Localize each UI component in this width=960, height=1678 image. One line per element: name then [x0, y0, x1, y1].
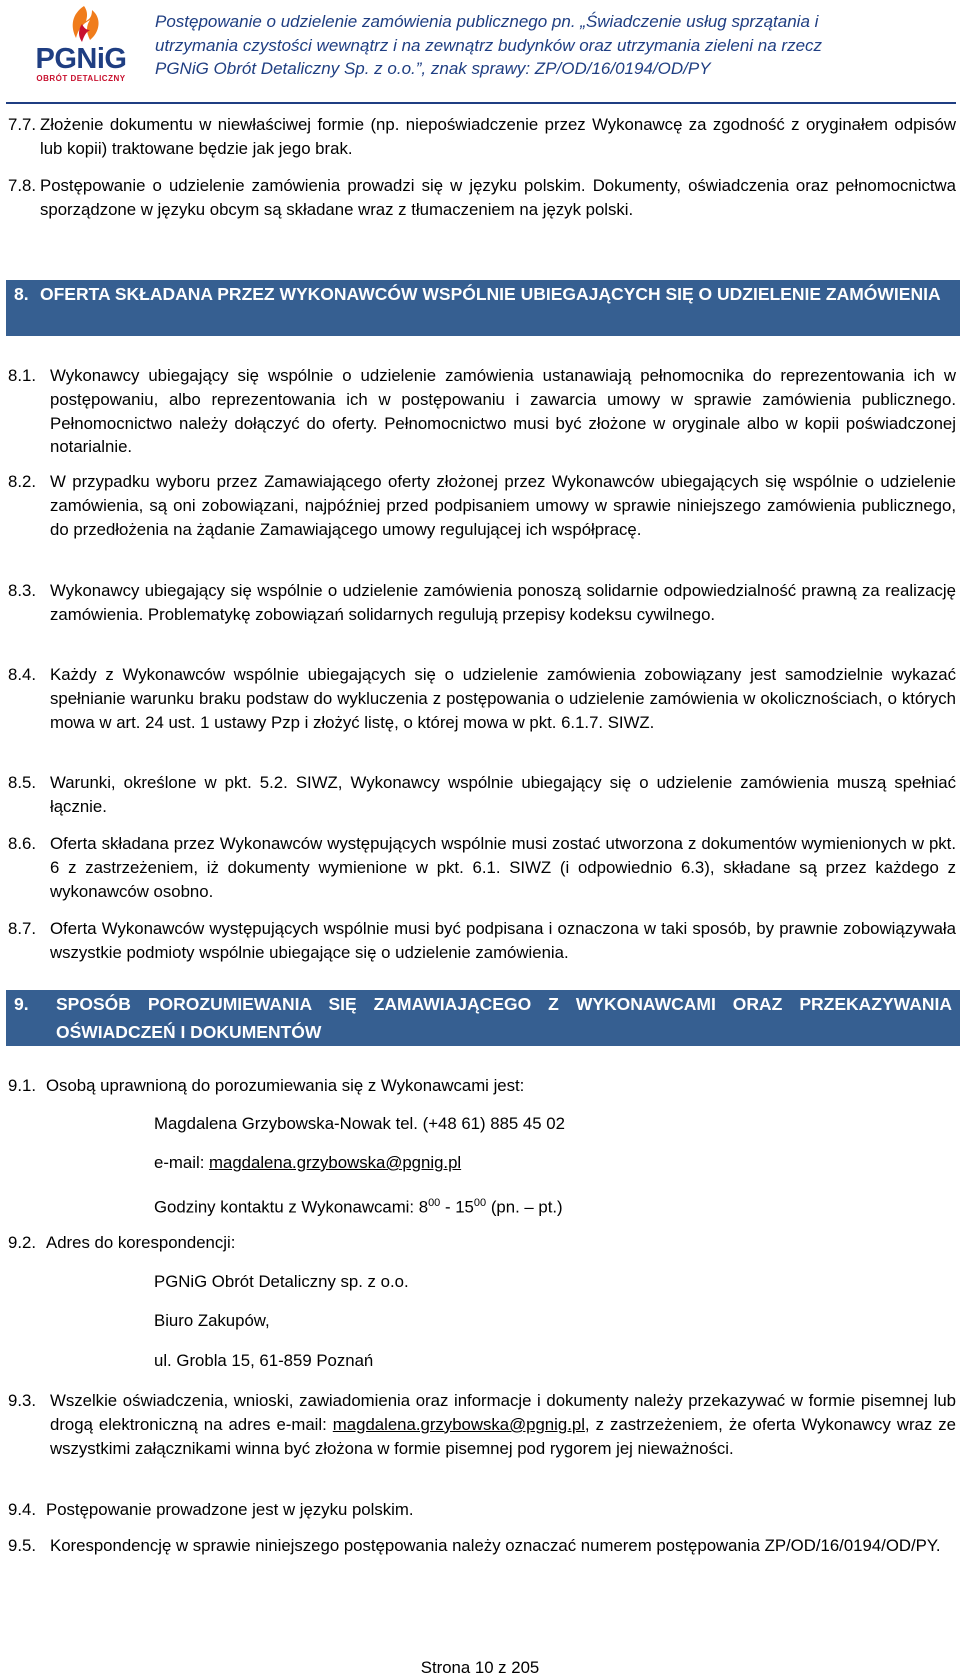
- header-line-1: Postępowanie o udzielenie zamówienia publicznego pn. „Świadczenie usług sprzątania i: [155, 12, 819, 31]
- paragraph-9-1-num: 9.1.: [8, 1076, 36, 1095]
- header-line-2: utrzymania czystości wewnątrz i na zewnątrz budynków oraz utrzymania zieleni na rzecz: [155, 35, 823, 55]
- logo-text: PGNiG: [35, 43, 127, 75]
- contact-name-phone: Magdalena Grzybowska-Nowak tel. (+48 61) 885 45 02: [154, 1114, 565, 1133]
- flame-icon: [62, 4, 106, 44]
- header-line-3: PGNiG Obrót Detaliczny Sp. z o.o.”, znak sprawy: ZP/OD/16/0194/OD/PY: [155, 59, 711, 78]
- correspondence-email-link[interactable]: magdalena.grzybowska@pgnig.pl: [332, 1414, 585, 1434]
- document-page: PGNiG OBRÓT DETALICZNY Postępowanie o udzielenie zamówienia publicznego pn. „Świadczenie usług sprzątania i utrzymania czystości wewnątrz i na zewnątrz budynków oraz utrzymania zieleni na rzecz PGNiG Obrót Detaliczny Sp. z o.o.”, znak sprawy: ZP/OD/16/0194/OD/PY 7.7. Złożenie dokumentu w niewłaściwej formie (np. niepoświadczenie przez Wykonawcę za zgodność z oryginałem odpisów lub kopii) traktowane będzie jak jego brak. 7.8. Postępowanie o udzielenie zamówienia prowadzi się w języku polskim. Dokumenty, oświadczenia oraz pełnomocnictwa sporządzone w języku obcym są składane wraz z tłumaczeniem na język polski. 8. OFERTA SKŁADANA PRZEZ WYKONAWCÓW WSPÓLNIE UBIEGAJĄCYCH SIĘ O UDZIELENIE ZAMÓWIENIA 8.1. Wykonawcy ubiegający się wspólnie o udzielenie zamówienia ustanawiają pełnomocnika do reprezentowania ich w postępowaniu, albo reprezentowania ich w postępowaniu i zawarcia umowy w sprawie zamówienia publicznego. Pełnomocnictwo należy dołączyć do oferty. Pełnomocnictwo musi być złożone w oryginale albo w kopii poświadczonej notarialnie. 8.2. W przypadku wyboru przez Zamawiającego oferty złożonej przez Wykonawców ubiegających się wspólnie o udzielenie zamówienia, są oni zobowiązani, najpóźniej przed podpisaniem umowy w sprawie niniejszego zamówienia publicznego, do przedłożenia na żądanie Zamawiającego umowy regulującej ich współpracę. 8.3. Wykonawcy ubiegający się wspólnie o udzielenie zamówienia ponoszą solidarnie odpowiedzialność prawną za realizację zamówienia. Problematykę zobowiązań solidarnych regulują przepisy kodeksu cywilnego. 8.4. Każdy z Wykonawców wspólnie ubiegających się o udzielenie zamówienia zobowiązany jest samodzielnie wykazać spełnianie warunku braku podstaw do wykluczenia z postępowania o udzielenie zamówienia w okolicznościach, o których mowa w art. 24 ust. 1 ustawy Pzp i złożyć listę, o której mowa w pkt. 6.1.7. SIWZ. 8.5. Warunki, określone w pkt. 5.2. SIWZ, Wykonawcy wspólnie ubiegający się o udzielenie zamówienia muszą spełniać łącznie. 8.6. Oferta składana przez Wykonawców występujących wspólnie musi zostać utworzona z dokumentów wymienionych w pkt. 6 z zastrzeżeniem, iż dokumenty wymienione w pkt. 6.1. SIWZ (i odpowiednio 6.3), składane są przez każdego z wykonawców osobno. 8.7. Oferta Wykonawców występujących wspólnie musi być podpisana i oznaczona w taki sposób, by prawnie zobowiązywała wszystkie podmioty wspólnie ubiegające się o udzielenie zamówienia. 9. SPOSÓB POROZUMIEWANIA SIĘ ZAMAWIAJĄCEGO Z WYKONAWCAMI ORAZ PRZEKAZYWANIA OŚWIADCZEŃ I DOKUMENTÓW 9.1. Osobą uprawnioną do porozumiewania się z Wykonawcami jest: Magdalena Grzybowska-Nowak tel. (+48 61) 885 45 02 e-mail: magdalena.grzybowska@pgnig.pl Godziny kontaktu z Wykonawcami: $8^{00} - 15^{00}$ (pn. – pt.) 9.2. Adres do korespondencji: PGNiG Obrót Detaliczny sp. z o.o. Biuro Zakupów, ul. Grobla 15, 61-859 Poznań 9.3. Wszelkie oświadczenia, wnioski, zawiadomienia oraz informacje i dokumenty należy przekazywać w formie pisemnej lub drogą elektroniczną na adres e-mail: magdalena.grzybowska@pgnig.pl, z zastrzeżeniem, że oferta Wykonawcy wraz ze wszystkimi załącznikami winna być złożona w formie pisemnej pod rygorem jej nieważności. 9.4. Postępowanie prowadzone jest w języku polskim. 9.5. Korespondencję w sprawie niniejszego postępowania należy oznaczać numerem postępowania ZP/OD/16/0194/OD/PY. Strona 10 z 205: [0, 0, 960, 1677]
- paragraph-9-1: Osobą uprawnioną do porozumiewania się z Wykonawcami jest:: [46, 1076, 525, 1095]
- logo-subtitle: OBRÓT DETALICZNY: [36, 74, 126, 83]
- address-company: PGNiG Obrót Detaliczny sp. z o.o.: [154, 1272, 409, 1291]
- contact-email-line: e-mail: magdalena.grzybowska@pgnig.pl: [154, 1153, 462, 1172]
- section-heading-8: 8. OFERTA SKŁADANA PRZEZ WYKONAWCÓW WSPÓLNIE UBIEGAJĄCYCH SIĘ O UDZIELENIE ZAMÓWIENIA: [6, 280, 960, 336]
- paragraph-9-4-num: 9.4.: [8, 1500, 36, 1519]
- page-number: Strona 10 z 205: [420, 1658, 540, 1677]
- section-heading-9: 9. SPOSÓB POROZUMIEWANIA SIĘ ZAMAWIAJĄCEGO Z WYKONAWCAMI ORAZ PRZEKAZYWANIA OŚWIADCZEŃ I DOKUMENTÓW: [6, 990, 960, 1046]
- paragraph-9-4: Postępowanie prowadzone jest w języku polskim.: [46, 1500, 414, 1519]
- contact-hours: Godziny kontaktu z Wykonawcami: $8^{00} - 15^{00}$ (pn. – pt.): [154, 1197, 563, 1217]
- pgnig-logo: [26, 4, 136, 88]
- running-header: [155, 10, 955, 81]
- paragraph-9-2: Adres do korespondencji:: [46, 1233, 236, 1252]
- header-divider: [6, 102, 956, 104]
- contact-email-link[interactable]: magdalena.grzybowska@pgnig.pl: [209, 1153, 462, 1172]
- address-street: ul. Grobla 15, 61-859 Poznań: [154, 1351, 374, 1370]
- address-department: Biuro Zakupów,: [154, 1311, 270, 1330]
- paragraph-9-2-num: 9.2.: [8, 1233, 36, 1252]
